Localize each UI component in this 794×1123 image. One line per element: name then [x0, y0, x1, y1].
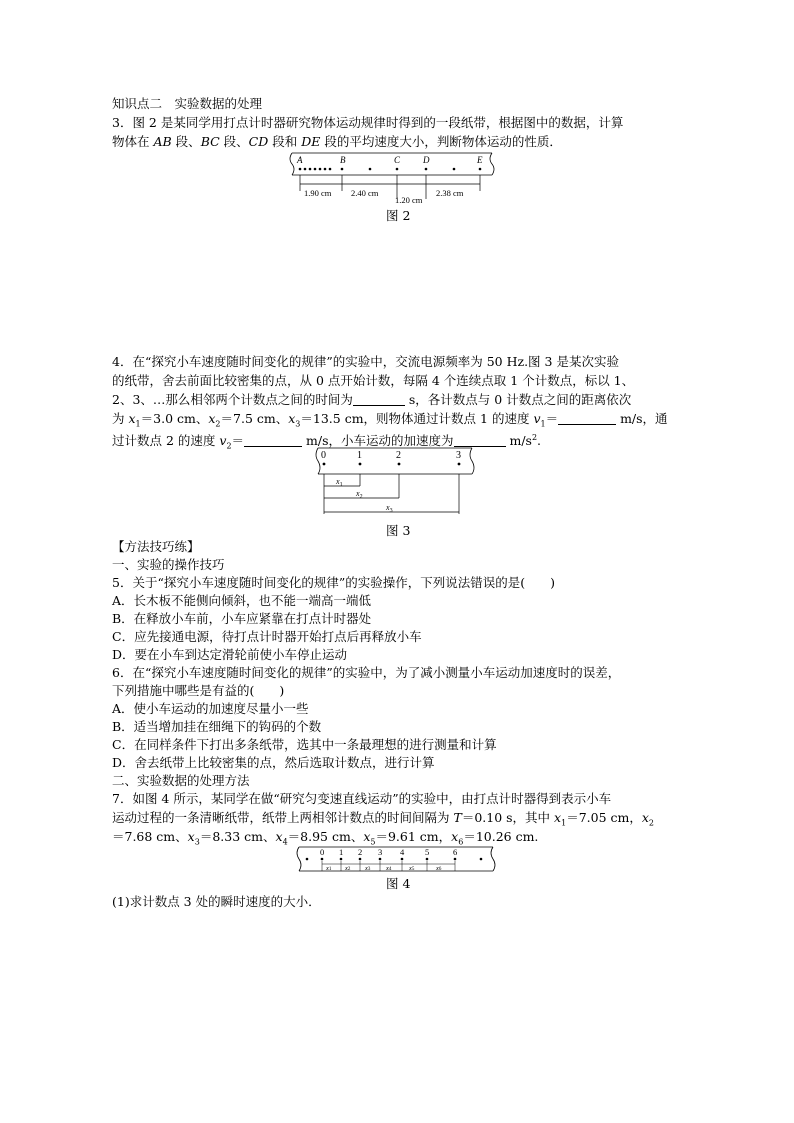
fig4-label-0: 0	[320, 847, 325, 857]
fig2-label-E: E	[477, 155, 483, 165]
fig3-x2: $x_2$	[356, 489, 363, 500]
q4-line5: 过计数点 2 的速度 $v_2= m/s$，小车运动的加速度为 $m/s^2$.	[112, 433, 542, 451]
q5-option-b[interactable]: B．在释放小车前，小车应紧靠在打点计时器处	[112, 611, 372, 626]
q4-blank-time[interactable]	[353, 393, 405, 406]
fig3-label-3: 3	[456, 450, 461, 461]
fig2-label-C: C	[394, 155, 401, 165]
section-operation-tips: 一、实验的操作技巧	[112, 557, 225, 572]
svg-text:x1: x1	[326, 865, 332, 872]
q6-option-b[interactable]: B．适当增加挂在细绳下的钩码的个数	[112, 719, 322, 734]
q6-option-c[interactable]: C．在同样条件下打出多条纸带，选其中一条最理想的进行测量和计算	[112, 737, 497, 752]
figure-4-caption: 图 4	[386, 876, 411, 891]
q5-option-a[interactable]: A．长木板不能侧向倾斜，也不能一端高一端低	[112, 593, 372, 608]
q6-option-d[interactable]: D．舍去纸带上比较密集的点，然后选取计数点，进行计算	[112, 755, 435, 770]
fig4-label-4: 4	[400, 847, 405, 857]
section-title-kp2: 知识点二 实验数据的处理	[112, 96, 263, 111]
fig2-d3: 1.20 cm	[395, 195, 423, 203]
svg-text:x3: x3	[365, 865, 371, 872]
q6-stem-1: 6．在“探究小车速度随时间变化的规律”的实验中，为了减小测量小车运动加速度时的误差，	[112, 665, 621, 680]
fig4-label-3: 3	[378, 847, 383, 857]
svg-text:x6: x6	[436, 865, 442, 872]
q5-stem: 5．关于“探究小车速度随时间变化的规律”的实验操作，下列说法错误的是( )	[112, 575, 555, 590]
method-header: 【方法技巧练】	[112, 539, 200, 554]
q5-option-d[interactable]: D．要在小车到达定滑轮前使小车停止运动	[112, 647, 348, 662]
svg-text:x5: x5	[409, 865, 415, 872]
fig4-label-2: 2	[358, 847, 363, 857]
fig2-d2: 2.40 cm	[351, 188, 379, 198]
q4-blank-v1[interactable]	[558, 412, 616, 425]
figure-2-tape	[284, 151, 500, 203]
figure-4-tape	[293, 845, 499, 873]
q3-line2: 物体在 AB 段、BC 段、CD 段和 DE 段的平均速度大小，判断物体运动的性质．	[112, 134, 562, 149]
q4-line2: 的纸带，舍去前面比较密集的点，从 0 点开始计数，每隔 4 个连续点取 1 个计数点，标以 1、	[112, 373, 635, 388]
figure-3-caption: 图 3	[386, 523, 411, 538]
figure-2-caption: 图 2	[386, 208, 411, 223]
fig2-label-D: D	[423, 155, 430, 165]
fig2-label-A: A	[297, 155, 303, 165]
fig3-x1: $x_1$	[336, 477, 343, 488]
q4-line3: 2、3、…那么相邻两个计数点之间的时间为 s，各计数点与 0 计数点之间的距离依次	[112, 392, 632, 407]
fig4-label-1: 1	[339, 847, 344, 857]
q7-sub-question-1: (1)求计数点 3 处的瞬时速度的大小．	[112, 894, 321, 909]
q7-line3: ＝7.68 cm、$x_3=8.33$ cm、$x_4=8.95$ cm、$x_5=9.61$ cm，$x_6=10.26$ cm.	[112, 829, 539, 847]
svg-text:x4: x4	[386, 865, 392, 872]
fig2-d1: 1.90 cm	[304, 188, 332, 198]
fig3-label-2: 2	[396, 450, 401, 461]
fig4-label-5: 5	[425, 847, 430, 857]
fig3-label-1: 1	[357, 450, 362, 461]
fig3-x3: $x_3$	[386, 503, 393, 514]
q6-stem-2: 下列措施中哪些是有益的( )	[112, 683, 285, 698]
q4-line4: 为 $x_1=3.0$ cm、$x_2=7.5$ cm、$x_3=13.5$ cm，则物体通过计数点 1 的速度 $v_1= m/s$，通	[112, 411, 668, 429]
fig2-label-B: B	[340, 155, 346, 165]
fig3-label-0: 0	[321, 450, 326, 461]
q3-line1: 3．图 2 是某同学用打点计时器研究物体运动规律时得到的一段纸带，根据图中的数据，计算	[112, 115, 624, 130]
figure-3-tape	[312, 446, 480, 516]
q6-option-a[interactable]: A．使小车运动的加速度尽量小一些	[112, 701, 309, 716]
fig2-d4: 2.38 cm	[436, 188, 464, 198]
q7-line2: 运动过程的一条清晰纸带，纸带上两相邻计数点的时间间隔为 T＝0.10 s，其中 $x_1=7.05$ cm，$x_2$	[112, 810, 655, 828]
svg-text:x2: x2	[345, 865, 351, 872]
q7-line1: 7．如图 4 所示，某同学在做“研究匀变速直线运动”的实验中，由打点计时器得到表示小车	[112, 791, 612, 806]
q5-option-c[interactable]: C．应先接通电源，待打点计时器开始打点后再释放小车	[112, 629, 422, 644]
fig4-label-6: 6	[453, 847, 458, 857]
q4-line1: 4．在“探究小车速度随时间变化的规律”的实验中，交流电源频率为 50 Hz.图 3 是某次实验	[112, 354, 619, 369]
section-data-methods: 二、实验数据的处理方法	[112, 773, 250, 788]
q4-blank-v2[interactable]	[244, 434, 302, 447]
